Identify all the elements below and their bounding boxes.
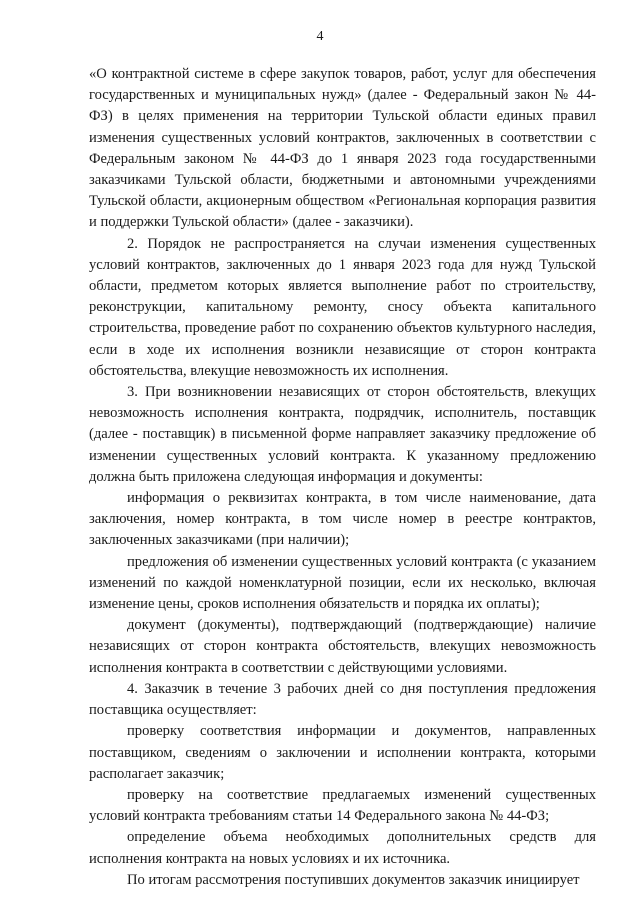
document-body bbox=[89, 64, 596, 891]
page-number: 4 bbox=[316, 29, 324, 44]
paragraph-article-14-check: проверку на соответствие предлагаемых изменений существенных условий контракта требованиям статьи 14 Федерального закона № 44-ФЗ; bbox=[89, 786, 596, 825]
paragraph-law-continuation: «О контрактной системе в сфере закупок товаров, работ, услуг для обеспечения государственных и муниципальных нужд» (далее - Федеральный закон № 44-ФЗ) в целях применения на территории Тульской области единых правил изменения существенных условий контрактов, заключенных в соответствии с Федеральным законом № 44-ФЗ до 1 января 2023 года государственными заказчиками Тульской области, бюджетными и автономными учреждениями Тульской области, акционерным обществом «Региональная корпорация развития и поддержки Тульской области» (далее - заказчики). bbox=[89, 66, 596, 231]
paragraph-compliance-check: проверку соответствия информации и документов, направленных поставщиком, сведениям о заключении и исполнении контракта, которыми располагает заказчик; bbox=[89, 723, 596, 782]
paragraph-item-2: 2. Порядок не распространяется на случаи изменения существенных условий контрактов, заключенных до 1 января 2023 года для нужд Тульской области, предметом которых является выполнение работ по строительству, реконструкции, капитальному ремонту, сносу объекта капитального строительства, проведение работ по сохранению объектов культурного наследия, если в ходе их исполнения возникли независящие от сторон контракта обстоятельства, влекущие невозможность их исполнения. bbox=[89, 235, 596, 379]
paragraph-contract-details: информация о реквизитах контракта, в том числе наименование, дата заключения, номер контракта, в том числе номер в реестре контрактов, заключенных заказчиками (при наличии); bbox=[89, 490, 596, 549]
paragraph-item-4: 4. Заказчик в течение 3 рабочих дней со дня поступления предложения поставщика осуществляет: bbox=[89, 680, 596, 719]
paragraph-item-3: 3. При возникновении независящих от сторон обстоятельств, влекущих невозможность исполнения контракта, подрядчик, исполнитель, поставщик (далее - поставщик) в письменной форме направляет заказчику предложение об изменении существенных условий контракта. К указанному предложению должна быть приложена следующая информация и документы: bbox=[89, 384, 596, 485]
paragraph-supporting-documents: документ (документы), подтверждающий (подтверждающие) наличие независящих от сторон контракта обстоятельств, влекущих невозможность исполнения контракта в соответствии с действующими условиями. bbox=[89, 617, 596, 676]
paragraph-change-proposals: предложения об изменении существенных условий контракта (с указанием изменений по каждой номенклатурной позиции, если их несколько, включая изменение цены, сроков исполнения обязательств и порядка их оплаты); bbox=[89, 553, 596, 613]
paragraph-additional-funds: определение объема необходимых дополнительных средств для исполнения контракта на новых условиях и их источника. bbox=[89, 829, 596, 867]
paragraph-review-results: По итогам рассмотрения поступивших документов заказчик инициирует bbox=[127, 871, 580, 888]
